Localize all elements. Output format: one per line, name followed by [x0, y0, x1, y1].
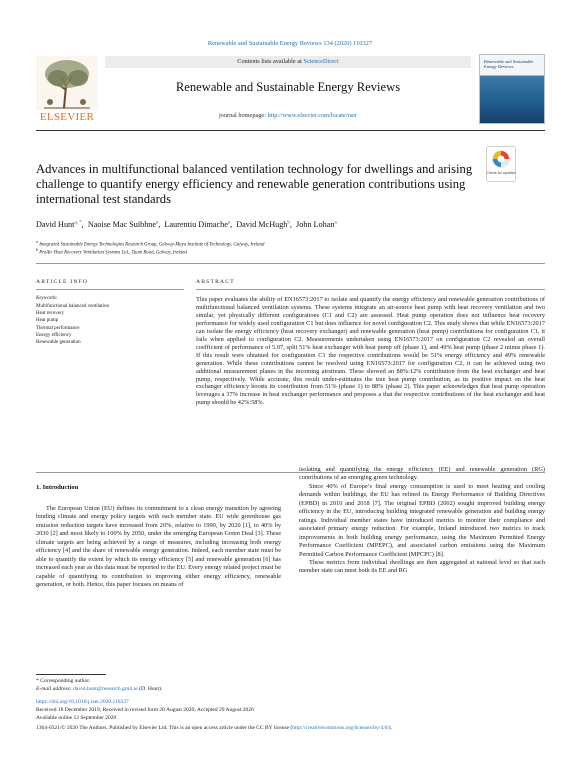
abstract-text: This paper evaluates the ability of EN16573:2017 to isolate and quantify the energy efficiency and renewable generation contributions of multifunctional balanced ventilation systems. These systems integrate an air-source heat pump with heat recovery ventilation and two similar, yet physically different configurations (C1 and C2) are assessed. Heat pump operation does not influence heat recovery performance for widely used configuration C1 but does influence for novel configuration C2. This study shows that while EN16573:2017 can isolate the energy efficiency (heat recovery exchanger) and renewable generation (heat pump) contributions for configuration C1, it fails when applied to configuration C2. Measurements undertaken using EN16573:2017 on configuration C2 revealed an overall coefficient of performance of 5.07, split 51% heat exchanger with heat pump off (phase 1), and 49% heat pump (phase 2 minus phase 1). If this result were obtained for configuration C1 the respective contributions would be 51% energy efficiency and 49% renewable generation. While these contributions cannot be resolved using EN16573:2017 for configuration C2, it can be achieved using two additional measurement planes in the incoming airstream. These showed an 88%:12% contribution from the heat exchanger and heat pump, respectively. While accurate, this result under-estimates the true heat pump contribution, as its positive impact on the heat exchanger efficiency boosts its contribution from 51% (phase 1) to 88% (phase 2). This paper acknowledges that heat pump operation leverages a 37% increase in heat exchanger performance and proposes a that the respective contributions of the heat exchanger and heat pump should be 42%:58%. — [196, 296, 545, 407]
author[interactable]: Laurentiu Dimache$^a$ — [164, 220, 231, 229]
journal-title: Renewable and Sustainable Energy Reviews — [175, 80, 401, 94]
email-note: E-mail address: david.hunt@research.gmit.ie (D. Hunt). — [36, 686, 163, 692]
author-list: David Hunt$^{a, *}$, Naoise Mac Suibhne$^a$, Laurentiu Dimache$^a$, David McHugh$^b$, John Lohan$^a$ — [36, 220, 337, 229]
publisher-wordmark: ELSEVIER — [39, 111, 95, 123]
keyword: Heat recovery — [36, 311, 65, 317]
homepage-link[interactable]: http://www.elsevier.com/locate/rser — [267, 112, 358, 119]
keyword: Thermal performance — [36, 325, 80, 331]
body-column-left — [36, 505, 281, 590]
author[interactable]: David Hunt$^{a, *}$ — [36, 220, 82, 229]
abstract-heading: ABSTRACT — [196, 279, 235, 285]
article-title: Advances in multifunctional balanced ventilation technology for dwellings and arising challenge to quantify energy efficiency and renewable generation contributions using international test standards — [36, 162, 473, 206]
keyword: Energy efficiency — [36, 332, 72, 338]
author[interactable]: John Lohan$^a$ — [296, 220, 337, 229]
check-badge-label: Check for updates — [486, 171, 516, 175]
sciencedirect-link[interactable]: ScienceDirect — [303, 58, 339, 65]
author[interactable]: David McHugh$^b$ — [236, 220, 290, 229]
section-heading-introduction: 1. Introduction — [36, 484, 79, 491]
journal-banner — [105, 56, 471, 126]
contents-bar — [105, 56, 471, 68]
body-paragraph: The European Union (EU) defines its commitment to a clean energy transition by agreeing binding climate and energy policy targets with each member state. EU wide greenhouse gas emission reduction targets have increased from 20%, relative to 1990, by 2020 [1], to 40% by 2030 [2] and most likely to 100% by 2050, under the emerging European Green Deal [3]. These climate targets are being achieved by a range of measures, including increasing both energy efficiency [4] and the share of renewable energy generation. Indeed, each member state must be able to quantify the extent by which its energy efficiency [5] and renewable generation [6] has increased each year as this data must be reported to the EU. Every energy related project must be capable of quantifying its contribution to improving either energy efficiency, renewable generation, or both. Hence, this paper focuses on means of — [36, 505, 281, 589]
check-for-updates-icon[interactable] — [486, 146, 516, 182]
keyword-list — [36, 303, 176, 346]
doi-link[interactable]: https://doi.org/10.1016/j.rser.2020.110327 — [36, 699, 129, 705]
keywords-label: Keywords: — [36, 296, 58, 301]
journal-cover-thumbnail — [479, 54, 545, 124]
abstract-heading-rule — [196, 289, 545, 290]
author[interactable]: Naoise Mac Suibhne$^a$ — [87, 220, 159, 229]
received-dates: Received 18 December 2019; Received in revised form 28 August 2020; Accepted 29 August 2020 — [36, 707, 254, 713]
keyword: Multifunctional balanced ventilation — [36, 304, 110, 309]
article-info-heading: ARTICLE INFO — [36, 279, 89, 285]
body-paragraph: These metrics from individual dwellings are then aggregated at national level so that each member state can meet both its EE and RG — [299, 558, 545, 575]
keyword: Renewable generation — [36, 340, 81, 346]
corresponding-author-note: * Corresponding author. — [36, 678, 91, 684]
banner-divider — [36, 130, 545, 131]
license-link[interactable]: http://creativecommons.org/licenses/by/4.0/ — [292, 725, 389, 731]
body-paragraph: isolating and quantifying the energy efficiency (EE) and renewable generation (RG) contributions of an emerging green technology. — [299, 466, 545, 482]
body-paragraph: Since 40% of Europe’s final energy consumption is used to meet heating and cooling demands within buildings, the EU has refined its Energy Performance of Building Directives (EPBD) in 2010 and 2018 [7]. The original EPBD (2002) sought improved building energy efficiency in the EU, introducing building integrated renewable generation and building energy ratings. Individual member states have introduced metrics to monitor their compliance and associated primary energy reduction. For example, Ireland introduced two metrics to track improvements in both building energy performance, using the Maximum Permitted Energy Performance Coefficient (MPEPC), and associated carbon emissions using the Maximum Permitted Carbon Performance Coefficient (MPCPC) [8]. — [299, 482, 545, 558]
affiliation: $^b$ ProAir Heat Recovery Ventilation Systems Ltd., Tuam Road, Galway, Ireland — [36, 247, 187, 256]
article-info-rule — [36, 289, 184, 290]
email-link[interactable]: david.hunt@research.gmit.ie — [73, 686, 138, 692]
journal-homepage — [105, 112, 471, 119]
footnote-divider — [36, 674, 106, 675]
contents-prefix: Contents lists available at — [237, 58, 304, 65]
keyword: Heat pump — [36, 318, 59, 324]
body-column-right — [299, 466, 545, 576]
running-head: Renewable and Sustainable Energy Reviews 134 (2020) 110327 — [207, 40, 373, 47]
online-date: Available online 12 September 2020 — [36, 715, 117, 721]
license-line: 1364-0321/© 2020 The Authors. Published by Elsevier Ltd. This is an open access article under the CC BY license (http://creativecommons.org/licenses/by/4.0/). — [36, 725, 392, 731]
homepage-prefix: journal homepage: — [218, 112, 268, 119]
cover-title: Renewable and Sustainable Energy Reviews — [484, 59, 534, 69]
affiliation: $^a$ Integrated Sustainable Energy Technologies Research Group, Galway-Mayo Institute of Technology, Galway, Ireland — [36, 239, 265, 248]
header-divider — [36, 263, 545, 264]
